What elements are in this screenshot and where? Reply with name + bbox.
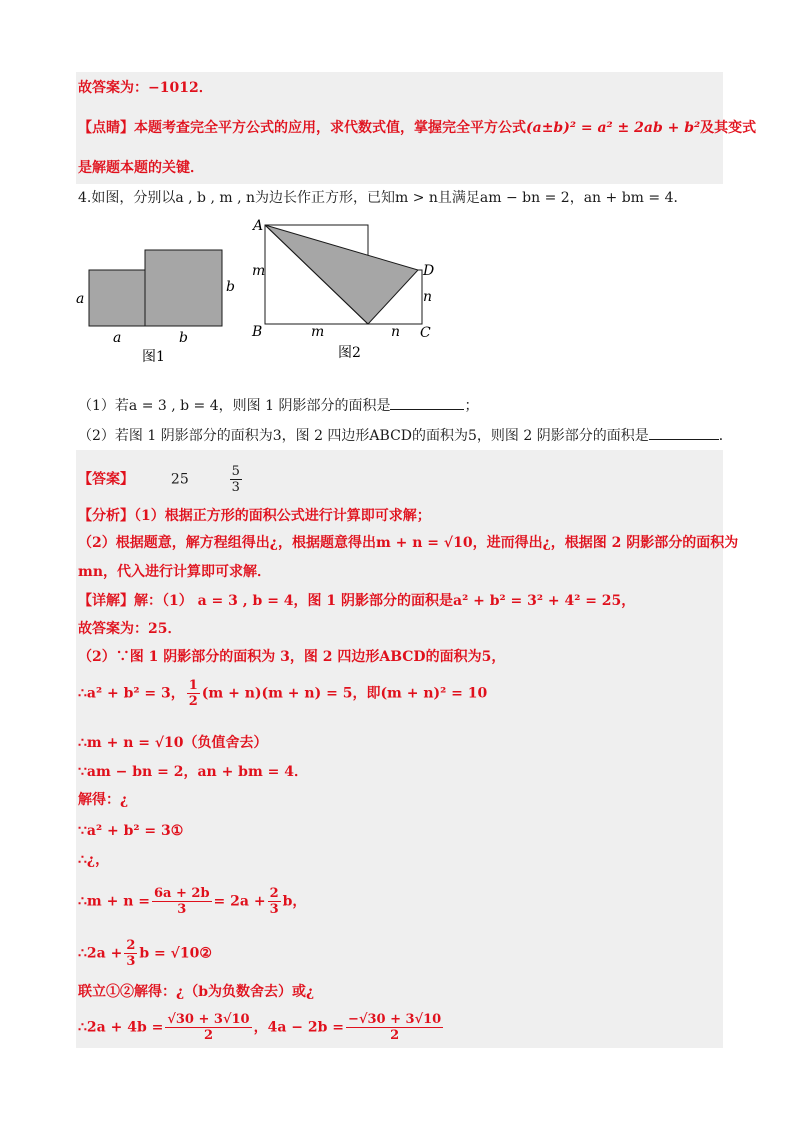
label-b-bottom: b bbox=[179, 330, 188, 346]
label-a-bottom: a bbox=[113, 330, 122, 346]
answer-2-den: 3 bbox=[231, 480, 240, 495]
detail-8: ∵a² + b² = 3① bbox=[78, 823, 184, 839]
detail-9: ∴¿， bbox=[78, 852, 110, 868]
detail-10-fraction-2 bbox=[268, 886, 281, 917]
detail-11-b: b = √10② bbox=[139, 945, 212, 962]
q1-blank bbox=[390, 395, 464, 410]
question-stem: 4.如图，分别以a , b , m , n为边长作正方形，已知m > n且满足am − bn = 2，an + bm = 4． bbox=[78, 190, 688, 206]
detail-4-b: (m + n)(m + n) = 5，即(m + n)² = 10 bbox=[201, 685, 488, 702]
detail-2: 故答案为：25． bbox=[78, 621, 182, 637]
label-m-left: m bbox=[252, 263, 266, 279]
detail-11-a: ∴2a + bbox=[78, 945, 123, 962]
answer-row bbox=[78, 464, 244, 495]
detail-11-num: 2 bbox=[126, 938, 136, 953]
label-D: D bbox=[423, 263, 435, 279]
q1-end: ； bbox=[464, 398, 479, 414]
label-A: A bbox=[253, 218, 264, 234]
comment-line bbox=[78, 118, 756, 138]
q2-blank bbox=[649, 425, 719, 440]
answer-2-num: 5 bbox=[231, 464, 240, 479]
detail-13-num2: −√30 + 3√10 bbox=[348, 1012, 442, 1027]
detail-10-num: 6a + 2b bbox=[153, 886, 210, 901]
comment-text: 【点睛】本题考查完全平方公式的应用，求代数式值，掌握完全平方公式 bbox=[78, 120, 526, 136]
small-square bbox=[89, 270, 145, 326]
detail-10-fraction bbox=[152, 886, 212, 917]
detail-5: ∴m + n = √10（负值舍去） bbox=[78, 735, 268, 751]
detail-4-num: 1 bbox=[188, 678, 198, 693]
large-square bbox=[145, 250, 222, 326]
q2-end: ． bbox=[718, 428, 733, 444]
label-B: B bbox=[252, 324, 263, 340]
solution-block bbox=[76, 450, 739, 1048]
analysis-1: 【分析】（1）根据正方形的面积公式进行计算即可求解； bbox=[78, 508, 431, 524]
figure-2 bbox=[248, 213, 448, 363]
detail-7: 解得：¿ bbox=[78, 792, 129, 808]
answer-label: 【答案】 bbox=[78, 471, 134, 488]
label-C: C bbox=[420, 325, 431, 341]
detail-1: 【详解】解：（1） a = 3 , b = 4，图 1 阴影部分的面积是a² + b² = 3² + 4² = 25， bbox=[78, 593, 636, 609]
detail-13-num: √30 + 3√10 bbox=[167, 1012, 250, 1027]
detail-11-fraction bbox=[124, 938, 137, 969]
comment-line-2: 是解题本题的关键． bbox=[78, 160, 204, 176]
detail-13-b: ，4a − 2b = bbox=[253, 1019, 345, 1036]
answer-1: 25 bbox=[170, 471, 189, 488]
top-answer-block bbox=[76, 72, 757, 184]
detail-3: （2）∵图 1 阴影部分的面积为 3，图 2 四边形ABCD的面积为5， bbox=[78, 649, 506, 665]
detail-13-fraction bbox=[165, 1012, 251, 1043]
shaded-region bbox=[265, 225, 418, 324]
comment-formula: (a±b)² = a² ± 2ab + b² bbox=[526, 120, 701, 136]
detail-13-fraction-2 bbox=[346, 1012, 443, 1043]
detail-13 bbox=[78, 1012, 445, 1043]
comment-tail: 及其变式 bbox=[700, 120, 757, 136]
question-1 bbox=[78, 395, 478, 416]
detail-4-a: ∴a² + b² = 3， bbox=[78, 685, 185, 702]
answer-2-fraction bbox=[230, 464, 242, 495]
detail-6: ∵am − bn = 2，an + bm = 4． bbox=[78, 764, 309, 780]
q2-text: （2）若图 1 阴影部分的面积为3，图 2 四边形ABCD的面积为5，则图 2 阴影部分的面积是 bbox=[78, 428, 649, 444]
label-a-left: a bbox=[76, 291, 85, 307]
detail-12: 联立①②解得：¿（b为负数舍去）或¿ bbox=[78, 984, 315, 1000]
label-n-right: n bbox=[423, 289, 433, 305]
detail-4-den: 2 bbox=[188, 694, 198, 709]
detail-10 bbox=[78, 886, 306, 917]
fig1-caption: 图1 bbox=[142, 349, 165, 365]
label-m-bottom: m bbox=[311, 324, 325, 340]
detail-13-den2: 2 bbox=[390, 1028, 400, 1043]
detail-10-den2: 3 bbox=[269, 902, 279, 917]
detail-10-c: b， bbox=[282, 893, 307, 910]
question-2 bbox=[78, 425, 733, 446]
detail-10-a: ∴m + n = bbox=[78, 893, 150, 910]
detail-10-den: 3 bbox=[177, 902, 187, 917]
detail-10-b: = 2a + bbox=[213, 893, 266, 910]
label-n-bottom: n bbox=[391, 324, 401, 340]
q1-text: （1）若a = 3 , b = 4，则图 1 阴影部分的面积是 bbox=[78, 398, 391, 414]
detail-13-den: 2 bbox=[203, 1028, 213, 1043]
detail-4 bbox=[78, 678, 487, 709]
detail-4-fraction bbox=[187, 678, 200, 709]
detail-11-den: 3 bbox=[126, 954, 136, 969]
figure-1 bbox=[70, 240, 250, 365]
label-b-right: b bbox=[226, 279, 235, 295]
detail-11 bbox=[78, 938, 212, 969]
detail-10-num2: 2 bbox=[269, 886, 279, 901]
analysis-2: （2）根据题意，解方程组得出¿，根据题意得出m + n = √10，进而得出¿，根据图 2 阴影部分的面积为 bbox=[78, 535, 739, 551]
detail-13-a: ∴2a + 4b = bbox=[78, 1019, 164, 1036]
analysis-3: mn，代入进行计算即可求解． bbox=[78, 564, 271, 580]
fig2-caption: 图2 bbox=[338, 345, 361, 361]
answer-line: 故答案为：−1012． bbox=[78, 80, 213, 96]
